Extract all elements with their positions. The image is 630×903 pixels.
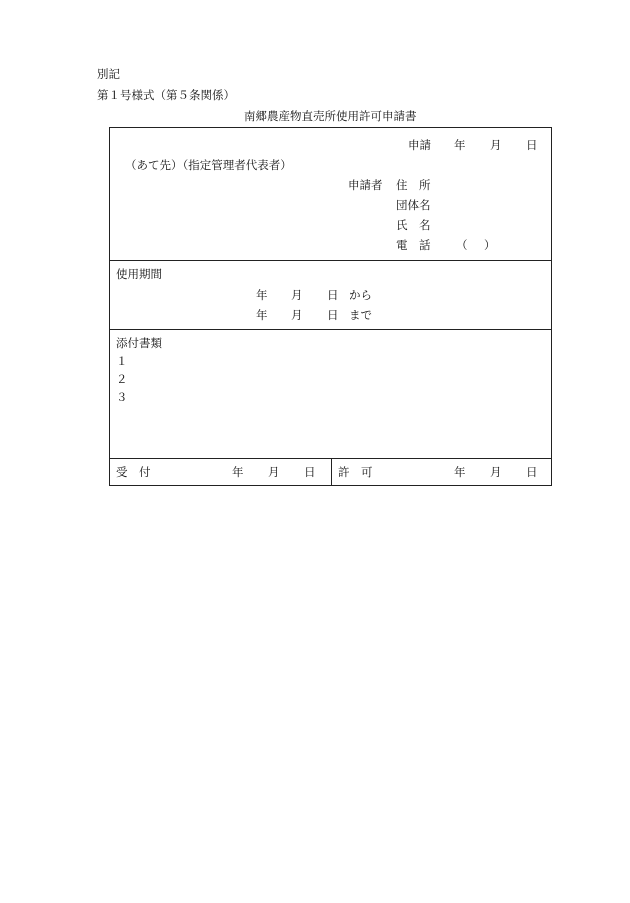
application-year-label: 年 (454, 138, 466, 152)
attachment-item-3: ３ (116, 390, 128, 404)
permitted-label: 許 可 (338, 465, 373, 479)
received-year-label: 年 (232, 465, 244, 479)
permitted-day-label: 日 (526, 465, 538, 479)
period-end-day-label: 日 (327, 308, 339, 322)
form-number: 第１号様式（第５条関係） (97, 88, 235, 102)
received-month-label: 月 (268, 465, 280, 479)
addressee-label: （あて先）（指定管理者代表者） (125, 158, 292, 172)
group-name-label: 団体名 (396, 198, 431, 212)
period-from-label: から (349, 288, 372, 302)
application-date-label: 申請 (408, 138, 431, 152)
applicant-name-label: 氏 名 (396, 218, 431, 232)
period-start-year-label: 年 (256, 288, 268, 302)
application-day-label: 日 (526, 138, 538, 152)
divider-footer-center (331, 458, 332, 485)
phone-paren-close: ） (484, 238, 496, 252)
address-label: 住 所 (396, 178, 431, 192)
period-to-label: まで (349, 308, 372, 322)
applicant-label: 申請者 (348, 178, 383, 192)
divider-period-attachments (110, 329, 551, 330)
phone-label: 電 話 (396, 238, 431, 252)
period-start-month-label: 月 (291, 288, 303, 302)
phone-paren-open: （ (456, 238, 468, 252)
permitted-year-label: 年 (454, 465, 466, 479)
attachment-item-2: ２ (116, 372, 128, 386)
usage-period-label: 使用期間 (116, 267, 162, 281)
divider-applicant-period (110, 260, 551, 261)
received-day-label: 日 (304, 465, 316, 479)
page-title: 南郷農産物直売所使用許可申請書 (244, 109, 417, 123)
received-label: 受 付 (116, 465, 151, 479)
attachment-item-1: １ (116, 354, 128, 368)
period-end-year-label: 年 (256, 308, 268, 322)
attachments-label: 添付書類 (116, 336, 162, 350)
application-form (109, 127, 552, 486)
appendix-label: 別記 (97, 67, 120, 81)
permitted-month-label: 月 (490, 465, 502, 479)
application-month-label: 月 (490, 138, 502, 152)
period-start-day-label: 日 (327, 288, 339, 302)
period-end-month-label: 月 (291, 308, 303, 322)
